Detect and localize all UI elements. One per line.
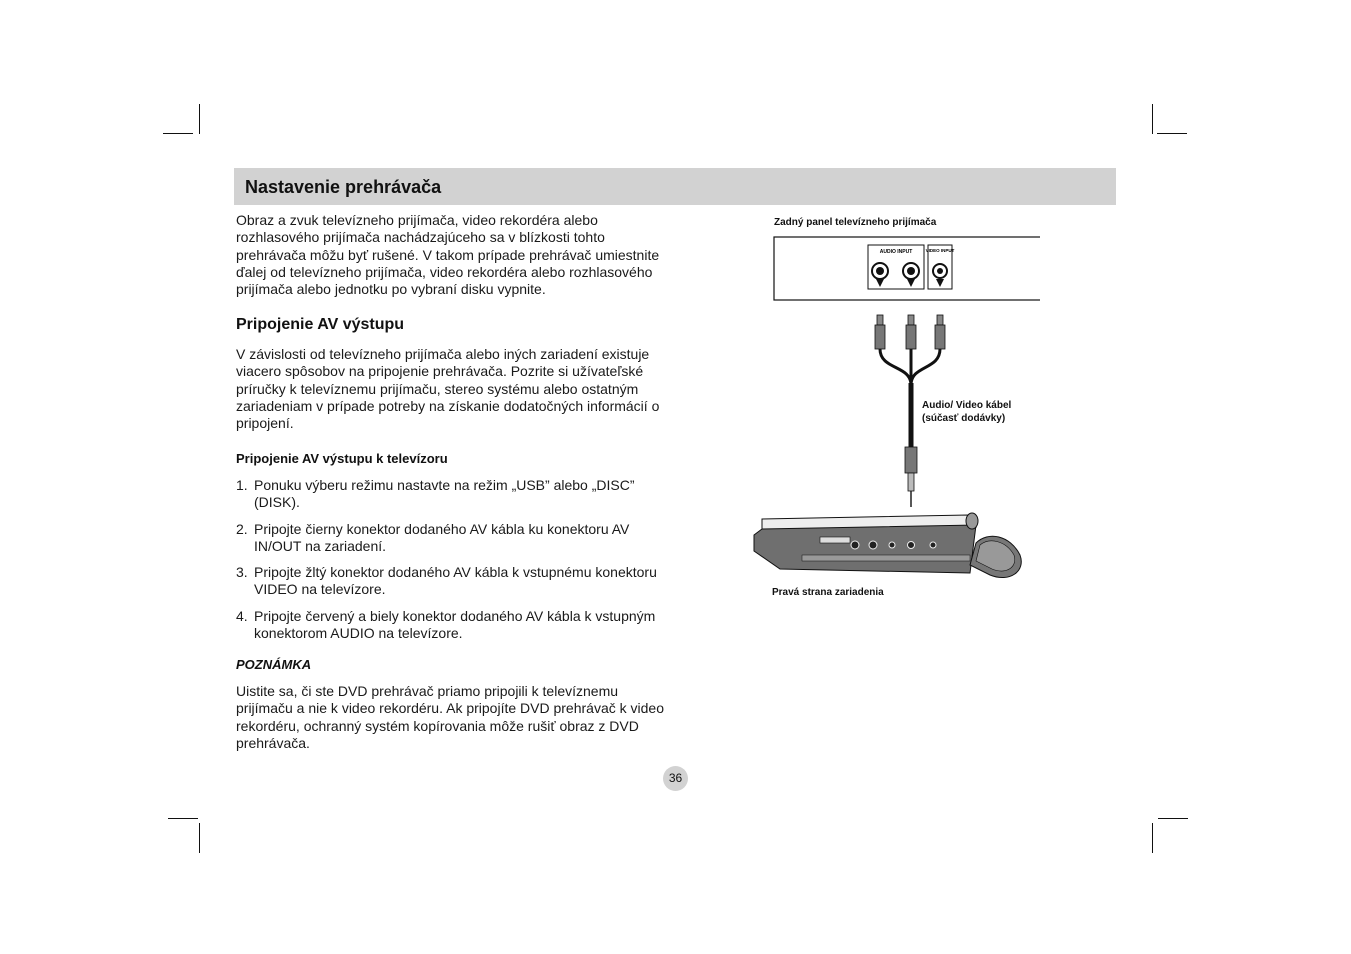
cable-label-line1: Audio/ Video kábel — [922, 400, 1012, 411]
crop-mark — [168, 818, 198, 819]
video-input-text: VIDEO INPUT — [925, 248, 955, 253]
crop-mark — [1152, 823, 1153, 853]
device-label: Pravá strana zariadenia — [772, 587, 884, 598]
cable-branch — [880, 349, 911, 385]
note-paragraph: Uistite sa, či ste DVD prehrávač priamo pripojili k televíznemu prijímaču a nie k video rekordéru. Ak pripojíte DVD prehrávač k video rekordéru, ochranný systém kopírovania môže rušiť obraz z DVD prehrávača. — [236, 683, 664, 751]
section-title: Pripojenie AV výstupu — [236, 316, 405, 333]
tv-panel-label: Zadný panel televízneho prijímača — [774, 217, 937, 228]
crop-mark — [1152, 104, 1153, 134]
note-title: POZNÁMKA — [236, 657, 312, 672]
page-number: 36 — [663, 766, 688, 791]
rca-plug-right — [935, 315, 945, 349]
crop-mark — [1158, 818, 1188, 819]
section-header-bar — [234, 168, 1116, 205]
list-item: 2. Pripojte čierny konektor dodaného AV kábla ku konektoru AV IN/OUT na zariadení. — [236, 520, 630, 554]
steps-list — [236, 477, 676, 651]
page-title: Nastavenie prehrávača — [245, 177, 442, 197]
audio-input-text: AUDIO INPUT — [879, 249, 913, 255]
audio-jack-right — [903, 263, 919, 279]
subsection-title: Pripojenie AV výstupu k televízoru — [236, 451, 448, 466]
cable-label-line2: (súčasť dodávky) — [922, 413, 1006, 424]
rca-plug-left — [875, 315, 885, 349]
minijack-plug — [905, 447, 917, 507]
rca-plug-middle — [906, 315, 916, 349]
intro-paragraph: Obraz a zvuk televízneho prijímača, video rekordéra alebo rozhlasového prijímača nachádzajúceho sa v blízkosti tohto prehrávača môžu byť rušené. V takom prípade prehrávač umiestnite ďalej od televízneho prijímača, video rekordéra alebo rozhlasového prijímača alebo jednotku po vybraní disku vypnite. — [236, 212, 660, 298]
cable-branch — [911, 349, 940, 385]
portable-player — [754, 513, 1021, 578]
video-jack — [933, 264, 947, 278]
section-paragraph: V závislosti od televízneho prijímača alebo iných zariadení existuje viacero spôsobov na pripojenie prehrávača. Pozrite si užívateľské príručky k televíznemu prijímaču, stereo systému alebo ostatným zariadeniam v prípade potreby na získanie dodatočných informácií o pripojení. — [236, 346, 660, 432]
crop-mark — [1157, 133, 1187, 134]
crop-mark — [163, 133, 193, 134]
crop-mark — [199, 823, 200, 853]
list-item: 3. Pripojte žltý konektor dodaného AV kábla k vstupnému konektoru VIDEO na televízore. — [236, 564, 657, 598]
list-item: 1. Ponuku výberu režimu nastavte na režim „USB” alebo „DISC” (DISK). — [236, 477, 635, 511]
list-item: 4. Pripojte červený a biely konektor dodaného AV kábla k vstupným konektorom AUDIO na televízore. — [236, 607, 656, 642]
connection-diagram — [740, 225, 1040, 590]
crop-mark — [199, 104, 200, 134]
audio-jack-left — [872, 263, 888, 279]
